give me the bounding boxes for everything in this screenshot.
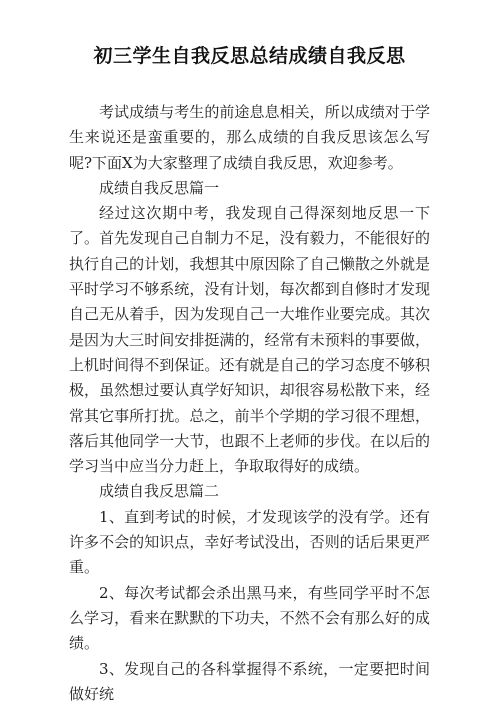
section-1-paragraph: 经过这次期中考，我发现自己得深刻地反思一下了。首先发现自己自制力不足，没有毅力，不能很好的执行自己的计划，我想其中原因除了自己懒散之外就是平时学习不够系统，没有计划，每次都到自修时才发现自己无从着手，因为发现自己一大堆作业要完成。其次是因为大三时间安排挺满的，经常有未预料的事要做，上机时间得不到保证。还有就是自己的学习态度不够积极，虽然想过要认真学好知识，却很容易松散下来，经常其它事所打扰。总之，前半个学期的学习很不理想，落后其他同学一大节，也跟不上老师的步伐。在以后的学习当中应当分力赶上，争取取得好的成绩。	[69, 204, 430, 476]
section-heading-2: 成绩自我反思篇二	[99, 482, 220, 501]
list-item-2: 2、每次考试都会杀出黑马来，有些同学平时不怎么学习，看来在默默的下功夫，不然不会有那么好的成绩。	[69, 583, 430, 653]
list-item-1: 1、直到考试的时候，才发现该学的没有学。还有许多不会的知识点，幸好考试没出，否则的话后果更严重。	[69, 507, 430, 577]
section-heading-1: 成绩自我反思篇一	[99, 178, 220, 197]
list-item-3: 3、发现自己的各科掌握得不系统，一定要把时间做好统	[69, 659, 430, 703]
document-title: 初三学生自我反思总结成绩自我反思	[93, 45, 406, 67]
intro-paragraph: 考试成绩与考生的前途息息相关，所以成绩对于学生来说还是蛮重要的，那么成绩的自我反思该怎么写呢?下面X为大家整理了成绩自我反思，欢迎参考。	[69, 103, 430, 172]
document-body	[69, 100, 430, 707]
